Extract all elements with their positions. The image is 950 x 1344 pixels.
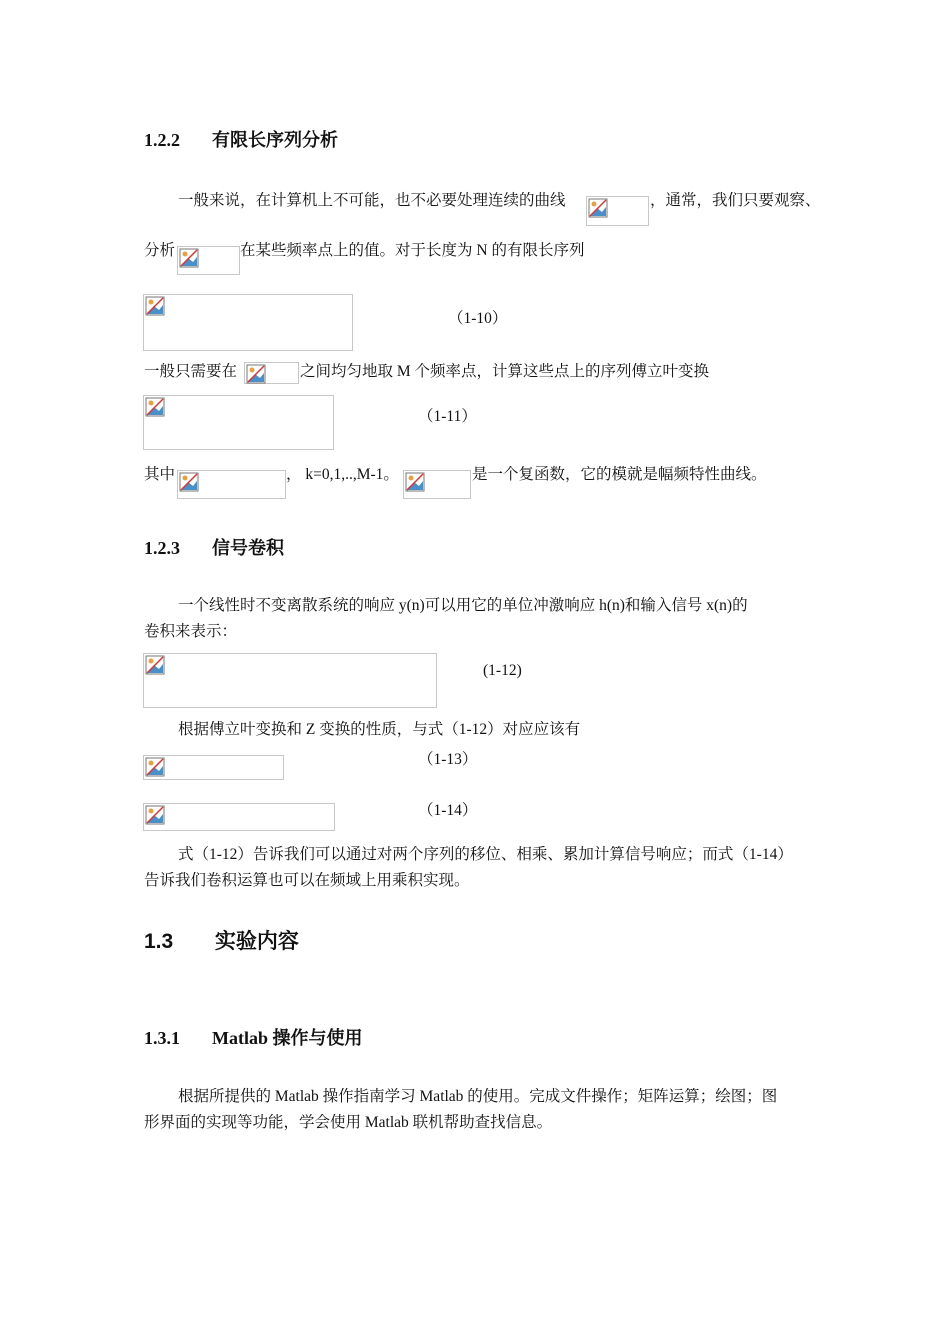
- paragraph-line: ，通常，我们只要观察、: [650, 192, 821, 209]
- paragraph-line: 是一个复函数，它的模就是幅频特性曲线。: [472, 466, 767, 483]
- paragraph-line: 根据傅立叶变换和 Z 变换的性质，与式（1-12）对应应该有: [178, 721, 581, 738]
- paragraph-line: 一个线性时不变离散系统的响应 y(n)可以用它的单位冲激响应 h(n)和输入信号 x(n)的: [178, 597, 748, 614]
- paragraph-line: 式（1-12）告诉我们可以通过对两个序列的移位、相乘、累加计算信号响应；而式（1-14）: [178, 846, 793, 863]
- paragraph-line: 卷积来表示：: [144, 623, 238, 640]
- broken-image-icon: [179, 472, 199, 492]
- section-heading-1-3-1: [144, 1024, 363, 1050]
- broken-image-icon: [145, 655, 165, 675]
- broken-image-icon: [145, 805, 165, 825]
- section-title: 实验内容: [214, 930, 299, 953]
- paragraph-line: 一般只需要在: [144, 363, 238, 380]
- equation-number: （1-11）: [418, 408, 477, 425]
- equation-image: [143, 653, 437, 708]
- section-heading-1-2-3: [144, 534, 284, 560]
- section-number: 1.2.3: [144, 538, 180, 558]
- equation-number: （1-10）: [448, 310, 508, 327]
- section-number: 1.3: [144, 930, 174, 953]
- broken-image-icon: [145, 757, 165, 777]
- equation-number: （1-14）: [418, 802, 478, 819]
- section-title: 信号卷积: [212, 538, 285, 558]
- section-number: 1.3.1: [144, 1028, 180, 1048]
- broken-image-icon: [145, 397, 165, 417]
- equation-image: [403, 470, 471, 499]
- broken-image-icon: [405, 472, 425, 492]
- paragraph-line: 告诉我们卷积运算也可以在频域上用乘积实现。: [144, 872, 470, 889]
- paragraph-line: 形界面的实现等功能，学会使用 Matlab 联机帮助查找信息。: [144, 1114, 553, 1131]
- paragraph-line: 根据所提供的 Matlab 操作指南学习 Matlab 的使用。完成文件操作；矩阵运算；绘图；图: [178, 1088, 778, 1105]
- equation-image: [143, 395, 334, 450]
- broken-image-icon: [588, 198, 608, 218]
- equation-image: [586, 196, 649, 226]
- equation-image: [177, 470, 286, 499]
- equation-number: （1-13）: [418, 751, 478, 768]
- paragraph-line: 之间均匀地取 M 个频率点，计算这些点上的序列傅立叶变换: [300, 363, 710, 380]
- paragraph-line: 分析: [144, 242, 176, 259]
- equation-image: [143, 803, 335, 831]
- section-title: 有限长序列分析: [212, 130, 339, 150]
- paragraph-line: ， k=0,1,..,M-1。: [286, 466, 399, 483]
- broken-image-icon: [246, 364, 266, 384]
- section-heading-1-3: [144, 925, 299, 955]
- paragraph-line: 其中: [144, 466, 176, 483]
- paragraph-line: 在某些频率点上的值。对于长度为 N 的有限长序列: [240, 242, 585, 259]
- broken-image-icon: [145, 296, 165, 316]
- equation-number: (1-12): [483, 662, 522, 679]
- section-number: 1.2.2: [144, 130, 180, 150]
- equation-image: [143, 755, 284, 780]
- equation-image: [177, 246, 240, 275]
- section-title: Matlab 操作与使用: [212, 1028, 363, 1048]
- section-heading-1-2-2: [144, 126, 338, 152]
- equation-image: [244, 362, 299, 384]
- paragraph-line: 一般来说，在计算机上不可能，也不必要处理连续的曲线: [178, 192, 566, 209]
- equation-image: [143, 294, 353, 351]
- broken-image-icon: [179, 248, 199, 268]
